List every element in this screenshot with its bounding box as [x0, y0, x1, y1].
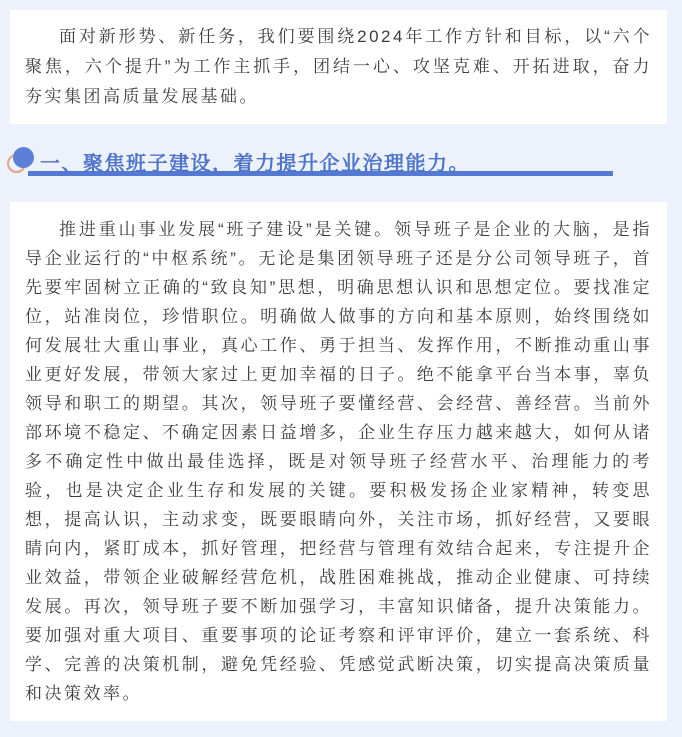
section-heading-row: [10, 148, 667, 178]
bullet-dot-shape: [13, 147, 34, 168]
section-heading: 一、聚焦班子建设，着力提升企业治理能力。: [40, 153, 470, 175]
intro-card: [10, 10, 667, 124]
body-card: [10, 202, 667, 721]
intro-paragraph: 面对新形势、新任务，我们要围绕2024年工作方针和目标，以“六个聚焦，六个提升”为工作主抓手，团结一心、攻坚克难、开拓进取，奋力夯实集团高质量发展基础。: [25, 27, 652, 106]
body-paragraph: 推进重山事业发展“班子建设”是关键。领导班子是企业的大脑，是指导企业运行的“中枢系统”。无论是集团领导班子还是分公司领导班子，首先要牢固树立正确的“致良知”思想，明确思想认识和思想定位。要找准定位，站准岗位，珍惜职位。明确做人做事的方向和基本原则，始终围绕如何发展壮大重山事业，真心工作、勇于担当、发挥作用，不断推动重山事业更好发展，带领大家过上更加幸福的日子。绝不能拿平台当本事，辜负领导和职工的期望。其次，领导班子要懂经营、会经营、善经营。当前外部环境不稳定、不确定因素日益增多，企业生存压力越来越大，如何从诸多不确定性中做出最佳选择，既是对领导班子经营水平、治理能力的考验，也是决定企业生存和发展的关键。要积极发扬企业家精神，转变思想，提高认识，主动求变，既要眼睛向外，关注市场，抓好经营，又要眼睛向内，紧盯成本，抓好管理，把经营与管理有效结合起来，专注提升企业效益，带领企业破解经营危机，战胜困难挑战，推动企业健康、可持续发展。再次，领导班子要不断加强学习，丰富知识储备，提升决策能力。要加强对重大项目、重要事项的论证考察和评审评价，建立一套系统、科学、完善的决策机制，避免凭经验、凭感觉武断决策，切实提高决策质量和决策效率。: [25, 220, 652, 703]
